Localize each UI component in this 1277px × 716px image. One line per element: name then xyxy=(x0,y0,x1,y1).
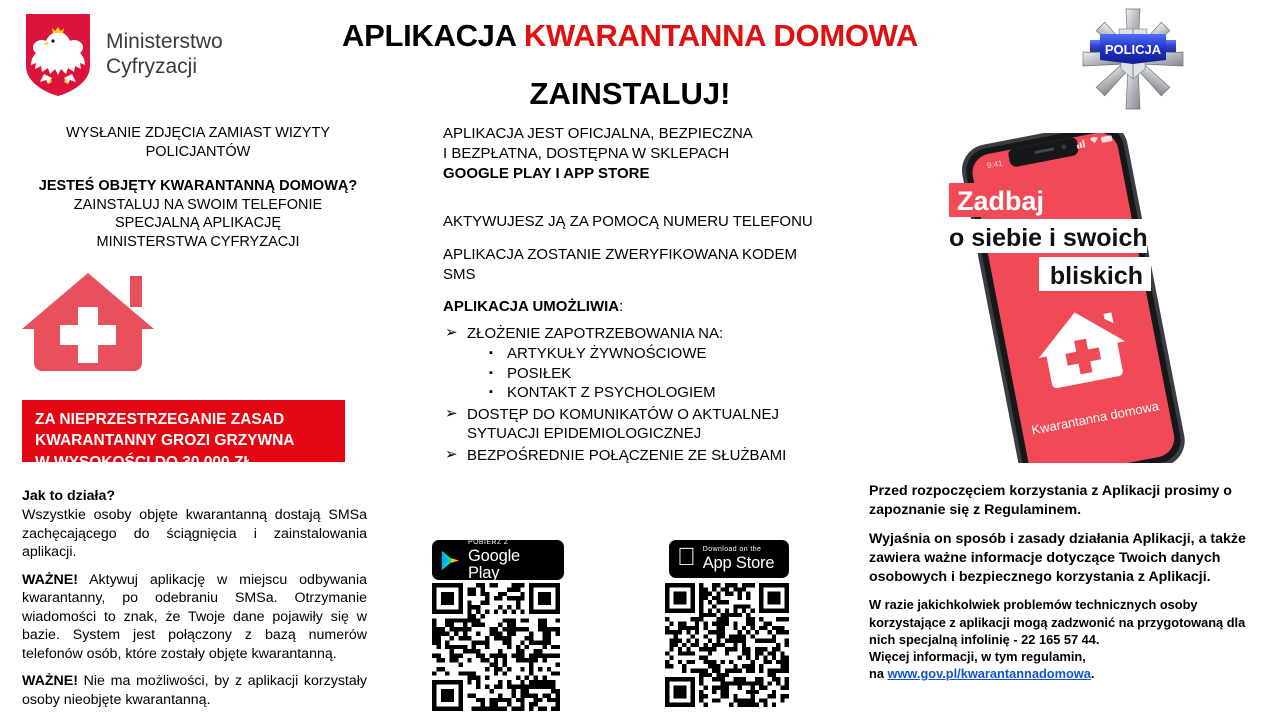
title-line-2: ZAINSTALUJ! xyxy=(529,76,731,111)
ministry-line-2: Cyfryzacji xyxy=(106,55,198,78)
features-heading xyxy=(443,298,823,315)
feature-item-3 xyxy=(443,446,823,466)
red-house-with-cross-icon xyxy=(18,267,378,382)
app-store-label xyxy=(684,546,775,573)
poster-header xyxy=(0,0,1277,118)
feature-item-1 xyxy=(443,324,823,403)
title-line-1 xyxy=(280,18,980,54)
how-it-works-paragraph-1: Wszystkie osoby objęte kwarantanną dostają SMSa zachęcającego do ściągnięcia i zainstalowania aplikacji. xyxy=(22,507,367,561)
qr-code-app-store[interactable] xyxy=(665,583,789,707)
important-label-2: WAŻNE! xyxy=(22,673,78,690)
arrow-bullet-icon: ➢ xyxy=(445,323,458,341)
url-prefix: na xyxy=(869,665,888,681)
how-it-works-paragraph-3 xyxy=(22,672,367,709)
phone-headline-line-3: bliskich xyxy=(1049,262,1143,290)
features-list xyxy=(443,324,823,466)
important-text-2: Nie ma możliwości, by z aplikacji korzystały osoby nieobjęte kwarantanną. xyxy=(22,673,367,708)
feature-subitem-2 xyxy=(489,364,823,384)
gov-pl-link[interactable]: www.gov.pl/kwarantannadomowa xyxy=(887,665,1091,681)
feature-subitem-3 xyxy=(489,383,823,403)
right-paragraph-2: Wyjaśnia on sposób i zasady działania Aplikacji, a także zawiera ważne informacje dotyczące Twoich danych osobowych i bezpiecznego korzystania z Aplikacji. xyxy=(869,530,1246,585)
left-intro-text: WYSŁANIE ZDJĘCIA ZAMIAST WIZYTY POLICJANTÓW xyxy=(66,125,330,160)
title-red-part: KWARANTANNA DOMOWA xyxy=(523,18,918,53)
police-label: POLICJA xyxy=(1104,42,1162,57)
qr-code-google-play[interactable] xyxy=(432,583,560,711)
ministry-logo xyxy=(22,12,223,98)
square-bullet-icon: ▪ xyxy=(489,347,493,360)
arrow-bullet-icon: ➢ xyxy=(445,445,458,463)
app-store-badge[interactable] xyxy=(669,540,789,578)
google-play-label xyxy=(468,539,555,581)
left-instruction-line-3: MINISTERSTWA CYFRYZACJI xyxy=(96,233,300,250)
feature-sublist-1 xyxy=(467,344,823,403)
square-bullet-icon: ▪ xyxy=(489,386,493,399)
google-play-big-label: Google Play xyxy=(468,547,521,582)
middle-paragraph-1-line-2: I BEZPŁATNA, DOSTĘPNA W SKLEPACH xyxy=(443,144,730,162)
apple-logo-icon xyxy=(677,546,696,569)
banner-line-1: ZA NIEPRZESTRZEGANIE ZASAD xyxy=(35,411,285,428)
store-names-bold: GOOGLE PLAY I APP STORE xyxy=(443,164,650,182)
how-it-works-paragraph-2 xyxy=(22,571,367,663)
arrow-bullet-icon: ➢ xyxy=(445,404,458,422)
google-play-triangle-icon xyxy=(441,550,460,571)
left-question-text: JESTEŚ OBJĘTY KWARANTANNĄ DOMOWĄ? xyxy=(38,178,358,195)
how-it-works-section xyxy=(22,487,367,709)
important-label-1: WAŻNE! xyxy=(22,571,78,588)
support-text: W razie jakichkolwiek problemów technicznych osoby korzystające z aplikacji mogą zadzwonić na przygotowaną dla nich specjalną infolinię - xyxy=(869,597,1246,647)
feature-subitem-3-label: KONTAKT Z PSYCHOLOGIEM xyxy=(507,384,716,402)
ministry-line-1: Ministerstwo xyxy=(106,30,223,54)
important-text-1: Aktywuj aplikację w miejscu odbywania kwarantanny, po odebraniu SMSa. Otrzymanie wiadomości to znak, że Twoje dane pojawiły się w bazie. System jest połączony z bazą numerów telefonów osób, które zostały objęte kwarantanną. xyxy=(22,571,367,662)
ministry-name xyxy=(106,30,223,80)
banner-line-3: W WYSOKOŚCI DO 30 000 ZŁ xyxy=(35,453,253,471)
features-heading-text: APLIKACJA UMOŻLIWIA xyxy=(443,297,620,315)
phone-app-name: Kwarantanna domowa xyxy=(1030,398,1161,438)
google-play-small-label: POBIERZ Z xyxy=(468,539,509,546)
phone-headline-line-2: o siebie i swoich xyxy=(949,224,1148,252)
feature-item-1-label: ZŁOŻENIE ZAPOTRZEBOWANIA NA: xyxy=(467,324,724,342)
feature-subitem-2-label: POSIŁEK xyxy=(507,364,572,382)
right-column xyxy=(869,482,1264,682)
left-instruction-line-1: ZAINSTALUJ NA SWOIM TELEFONIE xyxy=(73,196,323,213)
feature-item-2-label: DOSTĘP DO KOMUNIKATÓW O AKTUALNEJ SYTUACJI EPIDEMIOLOGICZNEJ xyxy=(467,405,779,443)
url-suffix: . xyxy=(1090,665,1095,681)
polish-eagle-crest-icon xyxy=(22,12,94,98)
infoline-number: 22 165 57 44. xyxy=(1021,631,1100,647)
more-info-text: Więcej informacji, w tym regulamin, xyxy=(869,648,1086,664)
features-heading-colon: : xyxy=(619,297,624,315)
feature-subitem-1-label: ARTYKUŁY ŻYWNOŚCIOWE xyxy=(507,345,707,363)
store-badges xyxy=(432,537,812,585)
left-instruction-line-2: SPECJALNĄ APLIKACJĘ xyxy=(114,215,281,232)
right-paragraph-1: Przed rozpoczęciem korzystania z Aplikacji prosimy o zapoznanie się z Regulaminem. xyxy=(869,483,1232,518)
feature-item-2 xyxy=(443,405,823,444)
middle-column xyxy=(443,124,823,467)
right-support-paragraph xyxy=(869,596,1264,682)
app-store-big-label: App Store xyxy=(684,554,756,573)
app-store-small-label: Download on the xyxy=(684,546,743,554)
middle-paragraph-1-line-1: APLIKACJA JEST OFICJALNA, BEZPIECZNA xyxy=(443,125,753,142)
square-bullet-icon: ▪ xyxy=(489,366,493,379)
fine-warning-banner xyxy=(22,400,345,471)
feature-item-3-label: BEZPOŚREDNIE POŁĄCZENIE ZE SŁUŻBAMI xyxy=(467,446,787,464)
banner-line-2: KWARANTANNY GROZI GRZYWNA xyxy=(35,432,295,450)
phone-headline-line-1: Zadbaj xyxy=(957,186,1045,216)
spacer xyxy=(443,197,823,212)
police-star-badge-icon xyxy=(1078,4,1188,114)
title-black-part: APLIKACJA xyxy=(342,18,516,53)
phone-status-time: 9:41 xyxy=(986,158,1004,171)
google-play-badge[interactable] xyxy=(432,540,564,580)
feature-subitem-1 xyxy=(489,344,823,364)
how-it-works-heading: Jak to działa? xyxy=(22,488,116,504)
phone-mockup xyxy=(931,133,1211,463)
left-column xyxy=(18,124,378,382)
middle-paragraph-2: AKTYWUJESZ JĄ ZA POMOCĄ NUMERU TELEFONU xyxy=(443,212,813,230)
middle-paragraph-3: APLIKACJA ZOSTANIE ZWERYFIKOWANA KODEM SMS xyxy=(443,245,797,283)
poster-title xyxy=(280,18,980,112)
